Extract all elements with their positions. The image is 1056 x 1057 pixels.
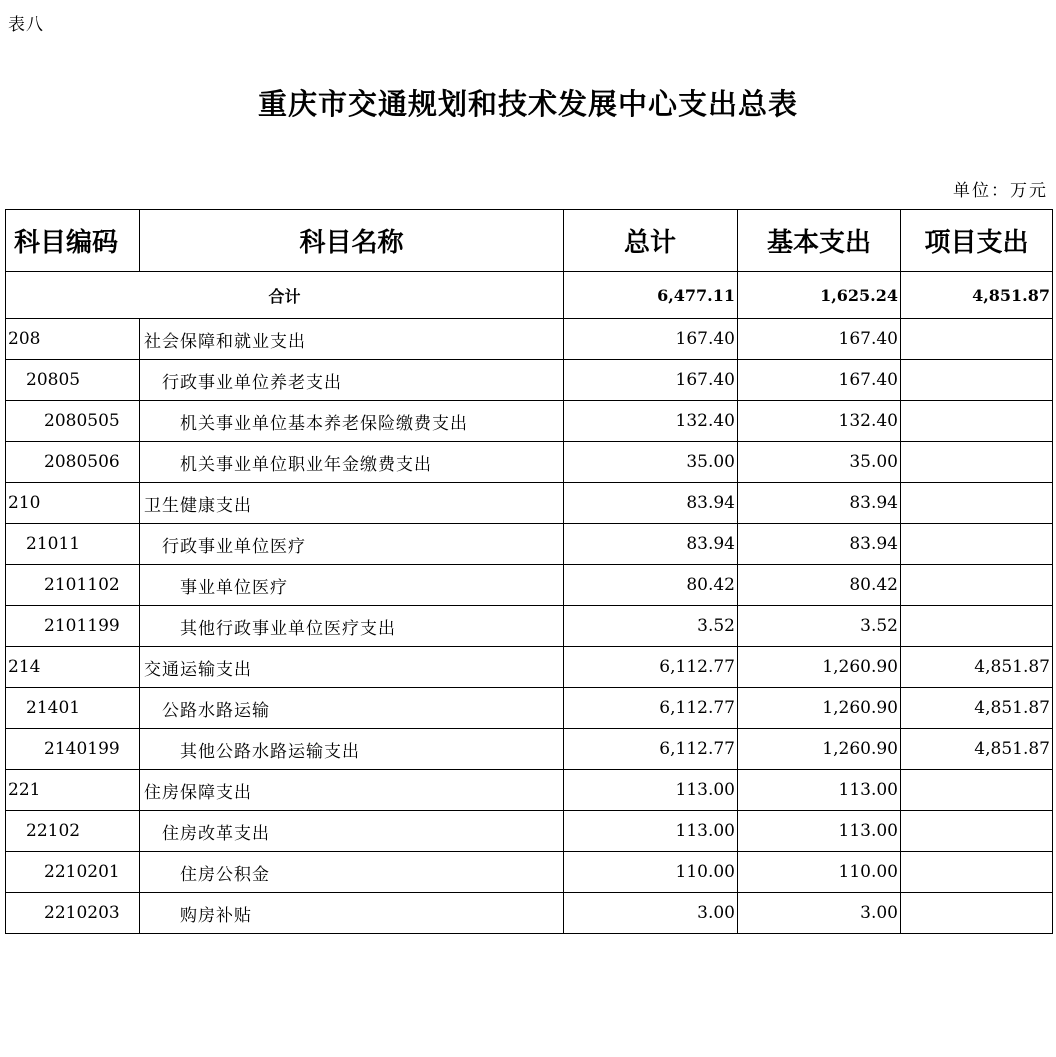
cell-basic: 113.00 [738, 770, 901, 811]
cell-code: 210 [6, 483, 140, 524]
cell-project: 4,851.87 [901, 729, 1053, 770]
cell-code: 221 [6, 770, 140, 811]
cell-project [901, 852, 1053, 893]
table-row [6, 893, 1053, 934]
cell-total: 113.00 [564, 811, 738, 852]
cell-code: 2210203 [6, 893, 140, 934]
table-row [6, 319, 1053, 360]
table-row [6, 524, 1053, 565]
table-row [6, 852, 1053, 893]
table-row [6, 647, 1053, 688]
cell-project [901, 319, 1053, 360]
cell-basic: 1,260.90 [738, 729, 901, 770]
header-basic: 基本支出 [738, 210, 901, 272]
cell-project [901, 524, 1053, 565]
cell-total: 110.00 [564, 852, 738, 893]
header-total: 总计 [564, 210, 738, 272]
table-row [6, 770, 1053, 811]
cell-code: 21401 [6, 688, 140, 729]
summary-row [6, 272, 1053, 319]
cell-project [901, 811, 1053, 852]
cell-name: 公路水路运输 [140, 688, 564, 729]
summary-total: 6,477.11 [564, 272, 738, 319]
cell-project [901, 401, 1053, 442]
cell-basic: 167.40 [738, 360, 901, 401]
cell-name: 其他公路水路运输支出 [140, 729, 564, 770]
cell-total: 167.40 [564, 319, 738, 360]
summary-basic: 1,625.24 [738, 272, 901, 319]
cell-total: 6,112.77 [564, 729, 738, 770]
table-row [6, 811, 1053, 852]
cell-basic: 113.00 [738, 811, 901, 852]
cell-name: 购房补贴 [140, 893, 564, 934]
cell-project [901, 565, 1053, 606]
cell-basic: 3.00 [738, 893, 901, 934]
cell-name: 其他行政事业单位医疗支出 [140, 606, 564, 647]
table-row [6, 360, 1053, 401]
cell-code: 2101102 [6, 565, 140, 606]
cell-project [901, 442, 1053, 483]
cell-project [901, 606, 1053, 647]
table-label: 表八 [8, 15, 44, 35]
cell-name: 交通运输支出 [140, 647, 564, 688]
cell-project: 4,851.87 [901, 688, 1053, 729]
unit-label: 单位：万元 [953, 181, 1048, 201]
expenditure-table [5, 209, 1053, 934]
cell-project [901, 483, 1053, 524]
summary-project: 4,851.87 [901, 272, 1053, 319]
cell-code: 2210201 [6, 852, 140, 893]
header-row [6, 210, 1053, 272]
table-row [6, 442, 1053, 483]
cell-code: 208 [6, 319, 140, 360]
cell-basic: 83.94 [738, 524, 901, 565]
cell-code: 2080506 [6, 442, 140, 483]
table-row [6, 483, 1053, 524]
cell-basic: 167.40 [738, 319, 901, 360]
cell-total: 132.40 [564, 401, 738, 442]
table-row [6, 606, 1053, 647]
summary-label: 合计 [6, 272, 564, 319]
cell-basic: 83.94 [738, 483, 901, 524]
cell-name: 住房保障支出 [140, 770, 564, 811]
cell-total: 6,112.77 [564, 688, 738, 729]
cell-code: 22102 [6, 811, 140, 852]
cell-name: 住房改革支出 [140, 811, 564, 852]
cell-name: 事业单位医疗 [140, 565, 564, 606]
cell-basic: 132.40 [738, 401, 901, 442]
table-row [6, 565, 1053, 606]
cell-basic: 110.00 [738, 852, 901, 893]
cell-name: 行政事业单位医疗 [140, 524, 564, 565]
cell-name: 机关事业单位职业年金缴费支出 [140, 442, 564, 483]
cell-basic: 35.00 [738, 442, 901, 483]
cell-name: 行政事业单位养老支出 [140, 360, 564, 401]
table-row [6, 688, 1053, 729]
cell-total: 83.94 [564, 524, 738, 565]
cell-total: 3.00 [564, 893, 738, 934]
cell-project [901, 893, 1053, 934]
cell-code: 2101199 [6, 606, 140, 647]
cell-total: 35.00 [564, 442, 738, 483]
cell-name: 机关事业单位基本养老保险缴费支出 [140, 401, 564, 442]
cell-code: 2140199 [6, 729, 140, 770]
cell-total: 83.94 [564, 483, 738, 524]
cell-code: 20805 [6, 360, 140, 401]
cell-name: 社会保障和就业支出 [140, 319, 564, 360]
cell-basic: 1,260.90 [738, 688, 901, 729]
cell-name: 卫生健康支出 [140, 483, 564, 524]
cell-total: 80.42 [564, 565, 738, 606]
cell-basic: 1,260.90 [738, 647, 901, 688]
cell-project: 4,851.87 [901, 647, 1053, 688]
cell-total: 3.52 [564, 606, 738, 647]
table-row [6, 729, 1053, 770]
cell-project [901, 770, 1053, 811]
cell-total: 113.00 [564, 770, 738, 811]
cell-total: 6,112.77 [564, 647, 738, 688]
cell-code: 2080505 [6, 401, 140, 442]
header-name: 科目名称 [140, 210, 564, 272]
cell-basic: 3.52 [738, 606, 901, 647]
page-title: 重庆市交通规划和技术发展中心支出总表 [257, 87, 798, 121]
cell-basic: 80.42 [738, 565, 901, 606]
header-code: 科目编码 [6, 210, 140, 272]
cell-project [901, 360, 1053, 401]
cell-total: 167.40 [564, 360, 738, 401]
cell-name: 住房公积金 [140, 852, 564, 893]
cell-code: 214 [6, 647, 140, 688]
header-project: 项目支出 [901, 210, 1053, 272]
cell-code: 21011 [6, 524, 140, 565]
table-row [6, 401, 1053, 442]
